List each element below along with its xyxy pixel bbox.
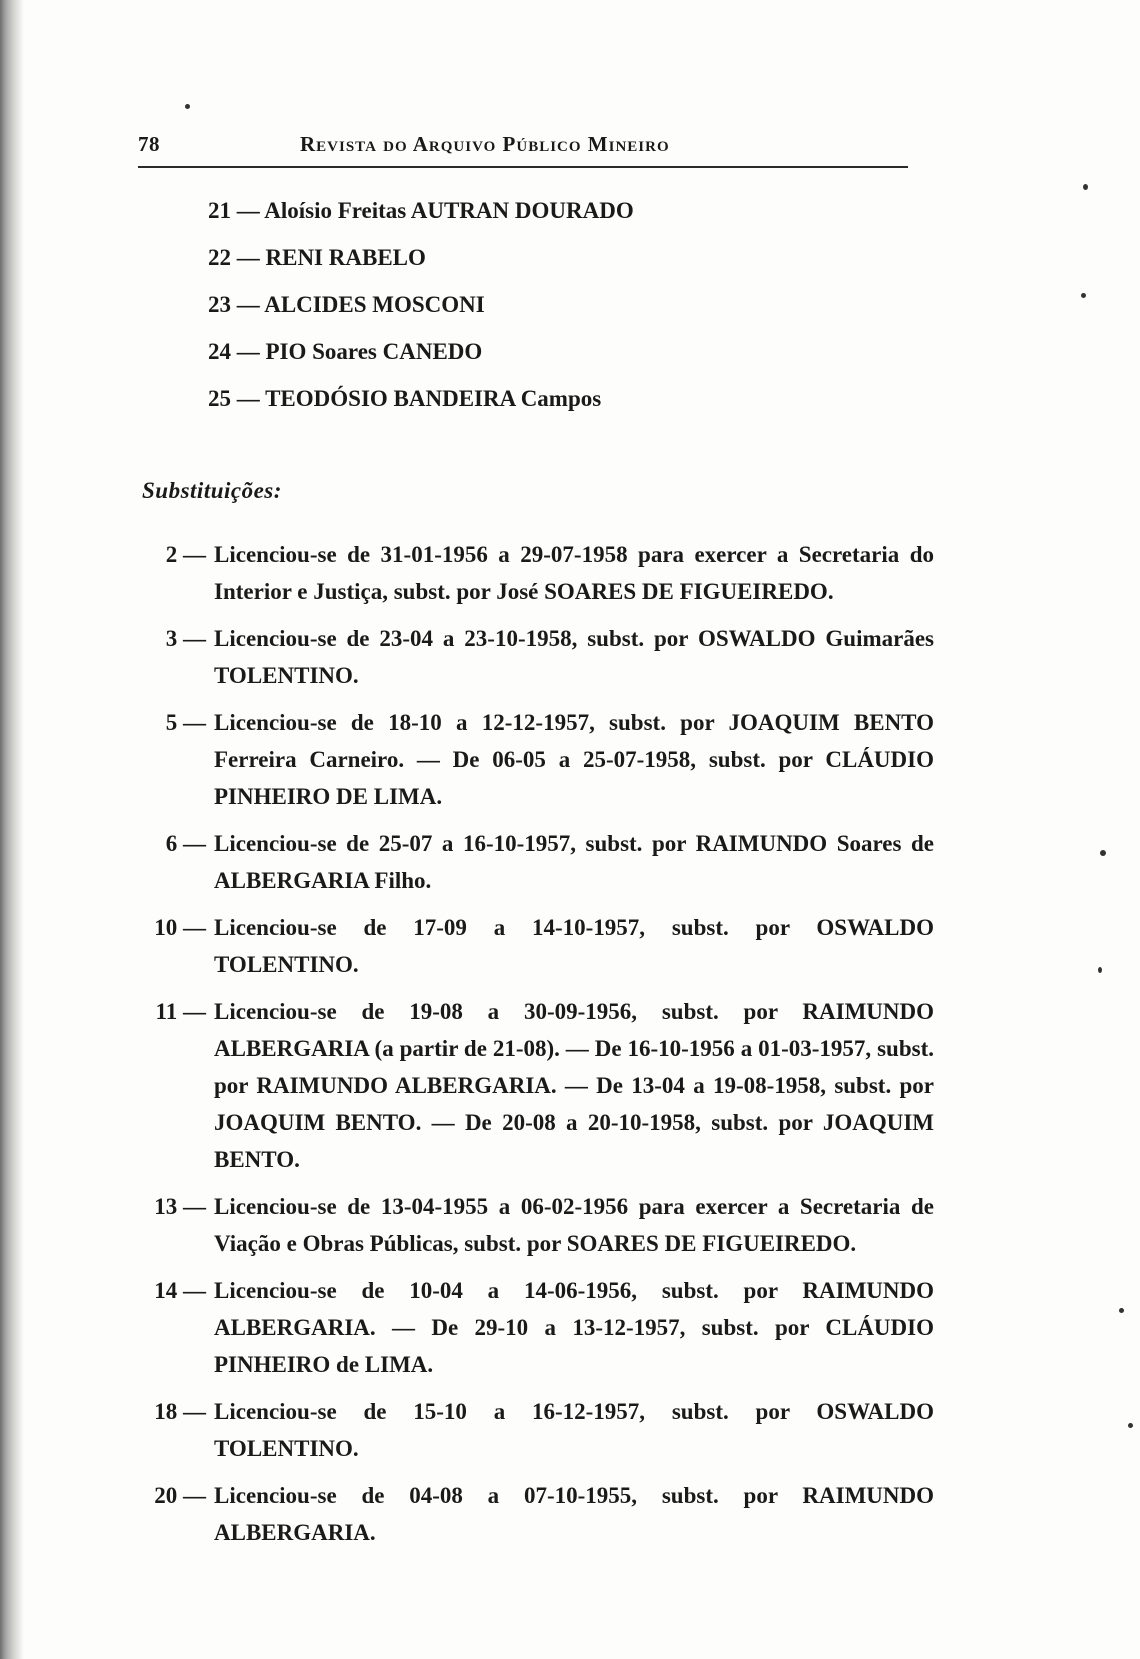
item-text: Licenciou-se de 18-10 a 12-12-1957, subst. por JOAQUIM BENTO Ferreira Carneiro. — De 06-05 a 25-07-1958, subst. por CLÁUDIO PINHEIRO DE LIMA. xyxy=(214,710,934,809)
item-text: Licenciou-se de 17-09 a 14-10-1957, subst. por OSWALDO TOLENTINO. xyxy=(214,915,934,977)
item-number: 18 — xyxy=(154,1399,206,1424)
item-number: 10 — xyxy=(154,915,206,940)
list-item xyxy=(134,536,934,610)
list-item xyxy=(134,704,934,815)
item-text: Licenciou-se de 10-04 a 14-06-1956, subst. por RAIMUNDO ALBERGARIA. — De 29-10 a 13-12-1957, subst. por CLÁUDIO PINHEIRO de LIMA. xyxy=(214,1278,934,1377)
page-header xyxy=(138,132,908,168)
item-number: 14 — xyxy=(154,1278,206,1303)
item-number: 2 — xyxy=(165,542,206,567)
item-text: Licenciou-se de 15-10 a 16-12-1957, subst. por OSWALDO TOLENTINO. xyxy=(214,1399,934,1461)
item-text: Licenciou-se de 23-04 a 23-10-1958, subst. por OSWALDO Guimarães TOLENTINO. xyxy=(214,626,934,688)
item-text: Licenciou-se de 13-04-1955 a 06-02-1956 para exercer a Secretaria de Viação e Obras Públicas, subst. por SOARES DE FIGUEIREDO. xyxy=(214,1194,934,1256)
item-text: Licenciou-se de 25-07 a 16-10-1957, subst. por RAIMUNDO Soares de ALBERGARIA Filho. xyxy=(214,831,934,893)
list-item: 25 — TEODÓSIO BANDEIRA Campos xyxy=(208,386,602,411)
print-speck xyxy=(185,104,190,109)
running-title: Revista do Arquivo Público Mineiro xyxy=(300,132,670,156)
item-number: 5 — xyxy=(165,710,206,735)
list-item: 22 — RENI RABELO xyxy=(208,245,426,270)
item-number: 3 — xyxy=(165,626,206,651)
item-number: 13 — xyxy=(154,1194,206,1219)
list-item xyxy=(134,620,934,694)
list-item xyxy=(134,993,934,1178)
list-item: 24 — PIO Soares CANEDO xyxy=(208,339,483,364)
print-speck xyxy=(1100,850,1106,856)
print-speck xyxy=(1128,1423,1133,1428)
item-text: Licenciou-se de 19-08 a 30-09-1956, subst. por RAIMUNDO ALBERGARIA (a partir de 21-08). — De 16-10-1956 a 01-03-1957, subst. por RAIMUNDO ALBERGARIA. — De 13-04 a 19-08-1958, subst. por JOAQUIM BENTO. — De 20-08 a 20-10-1958, subst. por JOAQUIM BENTO. xyxy=(214,999,934,1172)
member-list xyxy=(208,196,634,431)
section-title-substitutions: Substituições: xyxy=(142,478,282,503)
item-text: Licenciou-se de 04-08 a 07-10-1955, subst. por RAIMUNDO ALBERGARIA. xyxy=(214,1483,934,1545)
list-item xyxy=(134,909,934,983)
list-item xyxy=(134,1272,934,1383)
item-number: 20 — xyxy=(154,1483,206,1508)
print-speck xyxy=(1098,967,1102,973)
print-speck xyxy=(1083,184,1088,190)
list-item xyxy=(134,1188,934,1262)
item-text: Licenciou-se de 31-01-1956 a 29-07-1958 para exercer a Secretaria do Interior e Justiça, subst. por José SOARES DE FIGUEIREDO. xyxy=(214,542,934,604)
page-number: 78 xyxy=(138,132,160,156)
list-item xyxy=(134,1393,934,1467)
item-number: 11 — xyxy=(155,999,206,1024)
print-speck xyxy=(1081,293,1086,298)
list-item: 21 — Aloísio Freitas AUTRAN DOURADO xyxy=(208,198,634,223)
substitutions-list xyxy=(134,536,934,1551)
print-speck xyxy=(1119,1308,1124,1313)
list-item xyxy=(134,1477,934,1551)
item-number: 6 — xyxy=(165,831,206,856)
list-item: 23 — ALCIDES MOSCONI xyxy=(208,292,485,317)
list-item xyxy=(134,825,934,899)
